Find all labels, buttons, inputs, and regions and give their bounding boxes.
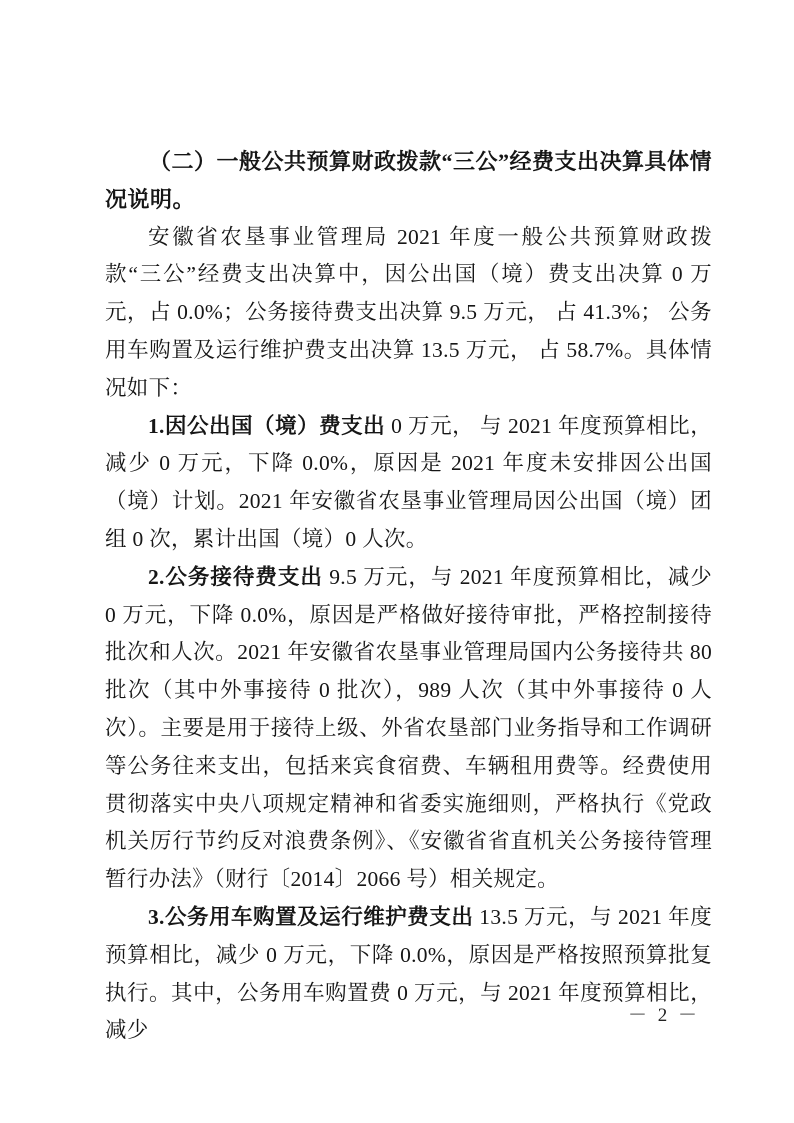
document-body [105,143,712,1050]
paragraph-text: 安徽省农垦事业管理局 2021 年度一般公共预算财政拨款“三公”经费支出决算中，因公出国（境）费支出决算 0 万元，占 0.0%；公务接待费支出决算 9.5 万元， 占 41.3%； 公务用车购置及运行维护费支出决算 13.5 万元， 占 58.7%。具体情况如下： [105,224,712,400]
paragraph-overview [105,219,712,408]
paragraph-text: 13.5 万元，与 2021 年度预算相比，减少 0 万元，下降 0.0%，原因是严格按照预算批复执行。其中，公务用车购置费 0 万元，与 2021 年度预算相比，减少 [105,904,712,1043]
paragraph-text: 0 万元， 与 2021 年度预算相比，减少 0 万元，下降 0.0%，原因是 2021 年度未安排因公出国（境）计划。2021 年安徽省农垦事业管理局因公出国（境）团组 0 次，累计出国（境）0 人次。 [105,413,712,551]
section-heading: （二）一般公共预算财政拨款“三公”经费支出决算具体情况说明。 [105,149,713,212]
paragraph-item-3-vehicle-expense [105,899,712,1050]
paragraph-lead: 3.公务用车购置及运行维护费支出 [148,904,474,929]
paragraph-lead: 2.公务接待费支出 [148,564,323,589]
paragraph-lead: 1.因公出国（境）费支出 [148,413,386,438]
paragraph-text: 9.5 万元，与 2021 年度预算相比，减少 0 万元，下降 0.0%，原因是严格做好接待审批，严格控制接待批次和人次。2021 年安徽省农垦事业管理局国内公务接待共 80 批次（其中外事接待 0 批次），989 人次（其中外事接待 0 人次）。主要是用于接待上级、外省农垦部门业务指导和工作调研等公务往来支出，包括来宾食宿费、车辆租用费等。经费使用贯彻落实中央八项规定精神和省委实施细则，严格执行《党政机关厉行节约反对浪费条例》、《安徽省省直机关公务接待管理暂行办法》（财行〔2014〕2066 号）相关规定。 [105,564,712,892]
page-number: － 2 － [628,1005,701,1026]
paragraph-item-1-abroad-expense [105,408,712,559]
paragraph-item-2-reception-expense [105,559,712,899]
